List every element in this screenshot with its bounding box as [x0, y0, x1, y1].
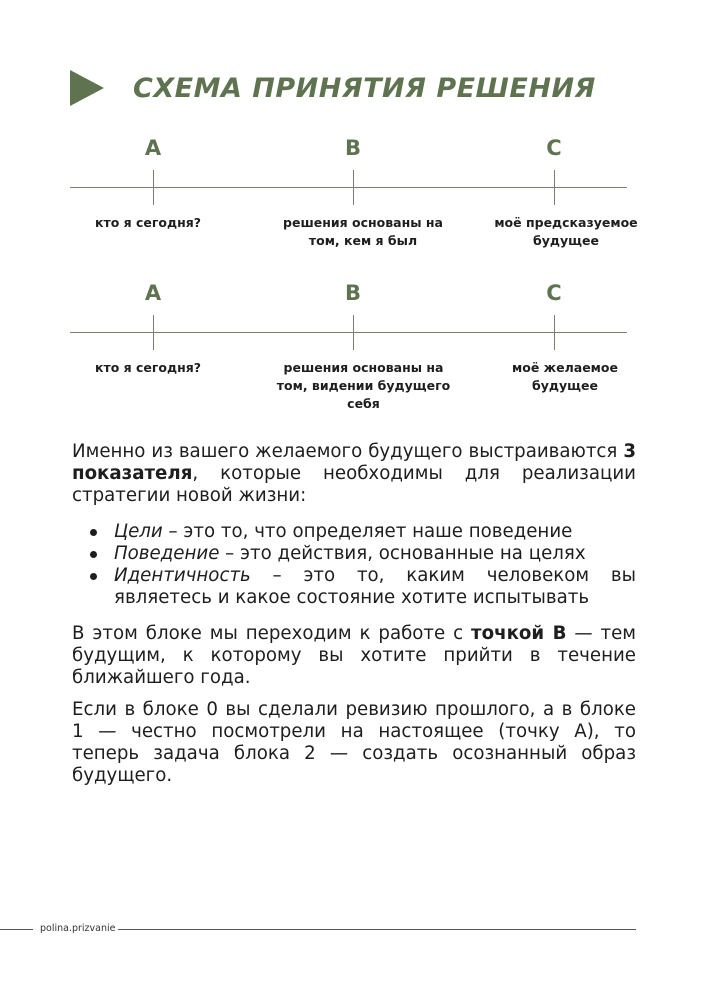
- point-a-caption: кто я сегодня?: [94, 215, 202, 230]
- bullet-term: Идентичность: [114, 565, 251, 586]
- tick-a: [153, 315, 154, 350]
- bullet-term: Цели: [114, 521, 163, 542]
- bullet-text: – это действия, основанные на целях: [219, 543, 586, 564]
- paragraph-text-end: — тем будущим, к которому вы хотите прийти в течение ближайшего года.: [72, 623, 636, 688]
- bullet-text: – это то, что определяет наше поведение: [162, 521, 573, 542]
- point-a-label: A: [144, 136, 162, 160]
- header: [70, 70, 104, 106]
- list-item: [72, 543, 636, 565]
- list-item: [72, 565, 636, 609]
- tick-a: [153, 170, 154, 205]
- paragraph-bold: точкой В: [471, 623, 567, 644]
- bullet-text: – это то, каким человеком вы являетесь и какое состояние хотите испытывать: [114, 565, 636, 608]
- point-a-caption: кто я сегодня?: [94, 360, 202, 375]
- intro-text-end: , которые необходимы для реализации стратегии новой жизни:: [72, 463, 636, 506]
- list-item: [72, 521, 636, 543]
- intro-text: Именно из вашего желаемого будущего выстраиваются: [72, 441, 624, 462]
- tick-c: [554, 315, 555, 350]
- point-b-caption: решения основаны на том, видении будущего себя: [276, 360, 451, 411]
- footer: [0, 922, 707, 936]
- page-title: СХЕМА ПРИНЯТИЯ РЕШЕНИЯ: [133, 73, 596, 104]
- bullet-icon: [90, 529, 97, 536]
- point-c-label: C: [546, 136, 562, 160]
- intro-paragraph: [72, 441, 636, 507]
- play-triangle-icon: [70, 70, 104, 106]
- tick-b: [353, 170, 354, 205]
- bullet-icon: [90, 551, 97, 558]
- point-b-label: B: [344, 281, 361, 305]
- bullet-term: Поведение: [114, 543, 220, 564]
- tick-c: [554, 170, 555, 205]
- point-b-caption: решения основаны на том, кем я был: [283, 215, 443, 248]
- intro-bold: 3 показателя: [72, 441, 636, 484]
- point-c-label: C: [546, 281, 562, 305]
- point-b-paragraph: [72, 623, 636, 689]
- point-b-label: B: [344, 136, 361, 160]
- point-a-label: A: [144, 281, 162, 305]
- footer-divider-left: [0, 929, 33, 930]
- point-c-caption: моё желаемое будущее: [512, 360, 618, 393]
- footer-brand: polina.prizvanie: [40, 923, 116, 934]
- bullet-icon: [90, 573, 97, 580]
- paragraph-text: Если в блоке 0 вы сделали ревизию прошлого, а в блоке 1 — честно посмотрели на настоящее (точку А), то теперь задача блока 2 — создать осознанный образ будущего.: [72, 699, 636, 786]
- blocks-paragraph: [72, 699, 636, 787]
- tick-b: [353, 315, 354, 350]
- point-c-caption: моё предсказуемое будущее: [494, 215, 638, 248]
- indicators-list: [72, 521, 636, 609]
- paragraph-text: В этом блоке мы переходим к работе с: [72, 623, 472, 644]
- footer-divider-right: [118, 929, 636, 930]
